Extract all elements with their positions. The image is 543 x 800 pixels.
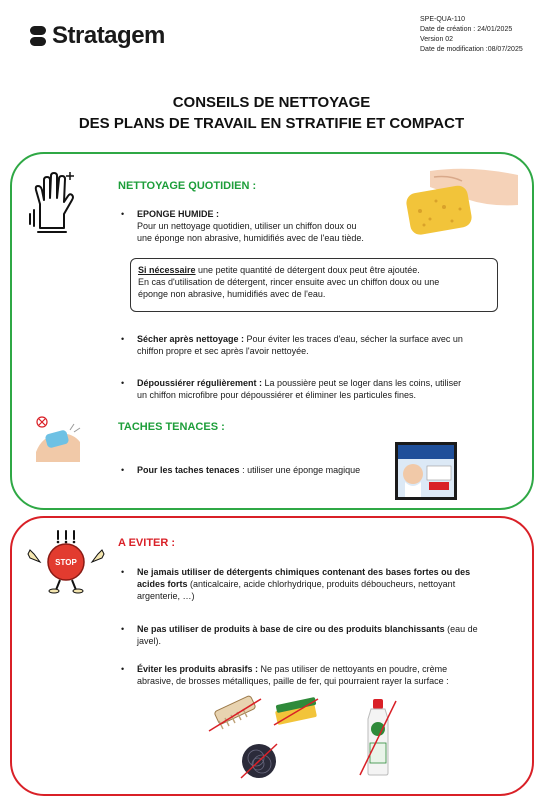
no-chemicals-tip: • Ne jamais utiliser de détergents chimiques contenant des bases fortes ou des acides forts (anticalcaire, acide chlorhydrique, produits déboucheurs, nettoyant argenterie, …) [121, 567, 471, 601]
no-wax-bleach-tip: • Ne pas utiliser de produits à base de cire ou des produits blanchissants (eau de javel). [121, 624, 478, 646]
brand-logo [30, 22, 165, 50]
scrubbing-icon [32, 412, 84, 464]
creation-date: Date de création : 24/01/2025 [420, 26, 513, 33]
sponge-tip: • EPONGE HUMIDE : Pour un nettoyage quotidien, utiliser un chiffon doux ou une éponge non abrasive, humidifiés avec de l'eau tiède. [121, 209, 364, 243]
version: Version 02 [420, 36, 454, 43]
doc-reference: SPE-QUA-110 [420, 16, 465, 23]
modification-date: Date de modification :08/07/2025 [420, 46, 523, 53]
stop-label: STOP [55, 558, 77, 567]
brush-icon [205, 695, 265, 735]
document-meta [420, 15, 523, 55]
no-abrasives-tip: • Éviter les produits abrasifs : Ne pas utiliser de nettoyants en poudre, crème abrasive, de brosses métalliques, paille de fer, qui pourraient rayer la surface : [121, 664, 449, 686]
detergent-note: Si nécessaire une petite quantité de détergent doux peut être ajoutée. En cas d'utilisation de détergent, rincer ensuite avec un chiffon doux ou une éponge non abrasive, humidifiés avec de l'eau. [130, 258, 498, 312]
brand-name: Stratagem [52, 22, 165, 49]
dusting-tip: • Dépoussiérer régulièrement : La poussière peut se loger dans les coins, utiliser un chiffon microfibre pour dépoussiérer et éliminer les particules fines. [121, 378, 462, 400]
gloves-icon [26, 168, 80, 238]
tough-stains-heading: TACHES TENACES : [118, 421, 225, 433]
magic-sponge-product-icon [395, 442, 457, 500]
avoid-heading: A EVITER : [118, 537, 176, 549]
stop-sign-icon [26, 528, 106, 594]
daily-cleaning-heading: NETTOYAGE QUOTIDIEN : [118, 180, 257, 192]
page-title: CONSEILS DE NETTOYAGE DES PLANS DE TRAVAIL EN STRATIFIE ET COMPACT [78, 94, 465, 132]
scouring-pad-icon [272, 697, 320, 727]
tough-stains-tip: • Pour les taches tenaces : utiliser une éponge magique [121, 465, 361, 475]
logo-mark-icon [30, 26, 46, 46]
drying-tip: • Sécher après nettoyage : Pour éviter les traces d'eau, sécher la surface avec un chiffon propre et sec après l'avoir nettoyée. [121, 334, 463, 356]
cream-cleaner-icon [358, 697, 398, 777]
sponge-hand-icon [400, 165, 518, 241]
steel-wool-icon [238, 740, 280, 782]
